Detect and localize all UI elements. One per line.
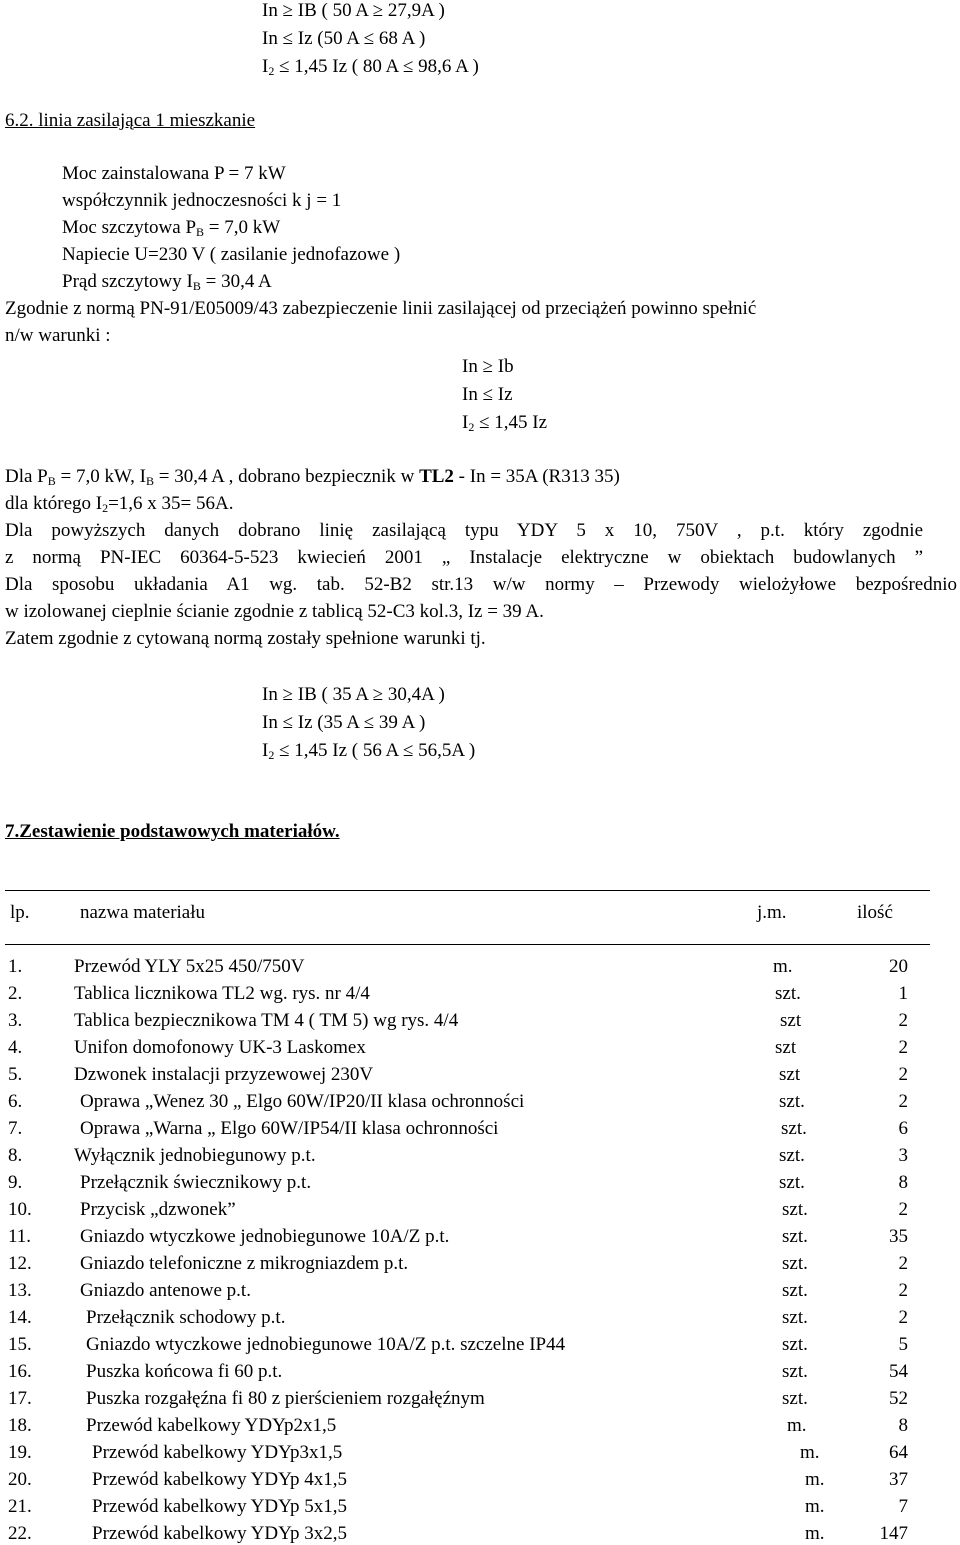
para-line-3: Dla sposobu układania A1 wg. tab. 52-B2 str.13 w/w normy – Przewody wielożyłowe bezpośrednio (5, 574, 957, 595)
row-qty: 52 (889, 1388, 908, 1409)
row-lp: 19. (8, 1442, 32, 1463)
row-qty: 54 (889, 1361, 908, 1382)
prad-szczytowy: Prąd szczytowy $I_B = 30,4$ A (62, 271, 272, 293)
row-qty: 7 (898, 1496, 908, 1517)
row-lp: 10. (8, 1199, 32, 1220)
top-condition-3: $I_2 \le 1,45$ Iz ( 80 A ≤ 98,6 A ) (262, 56, 479, 78)
row-name: Gniazdo wtyczkowe jednobiegunowe 10A/Z p.t. szczelne IP44 (86, 1334, 566, 1355)
row-lp: 14. (8, 1307, 32, 1328)
row-name: Oprawa „Warna „ Elgo 60W/IP54/II klasa ochronności (80, 1118, 499, 1139)
row-lp: 21. (8, 1496, 32, 1517)
para-line-5: Zatem zgodnie z cytowaną normą zostały spełnione warunki tj. (5, 628, 486, 649)
row-unit: szt. (782, 1253, 808, 1274)
row-lp: 1. (8, 956, 23, 977)
row-lp: 15. (8, 1334, 32, 1355)
row-lp: 4. (8, 1037, 23, 1058)
row-unit: szt. (782, 1226, 808, 1247)
row-name: Tablica licznikowa TL2 wg. rys. nr 4/4 (74, 983, 370, 1004)
row-lp: 6. (8, 1091, 23, 1112)
row-name: Gniazdo wtyczkowe jednobiegunowe 10A/Z p.t. (80, 1226, 450, 1247)
row-unit: szt (780, 1010, 802, 1031)
row-unit: m. (787, 1415, 807, 1436)
row-qty: 35 (889, 1226, 908, 1247)
row-qty: 20 (889, 956, 908, 977)
row-qty: 64 (889, 1442, 908, 1463)
row-qty: 8 (898, 1172, 908, 1193)
row-qty: 1 (898, 983, 908, 1004)
row-lp: 13. (8, 1280, 32, 1301)
row-lp: 18. (8, 1415, 32, 1436)
materials-title: 7.Zestawienie podstawowych materiałów. (5, 821, 340, 842)
row-lp: 16. (8, 1361, 32, 1382)
para-line-4: w izolowanej cieplnie ścianie zgodnie z tablicą 52-C3 kol.3, Iz = 39 A. (5, 601, 544, 622)
row-unit: szt. (782, 1361, 808, 1382)
row-unit: szt. (782, 1334, 808, 1355)
row-lp: 20. (8, 1469, 32, 1490)
row-qty: 2 (898, 1307, 908, 1328)
row-lp: 11. (8, 1226, 32, 1247)
row-unit: m. (805, 1496, 825, 1517)
dla-ktorego: dla którego $I_2=1,6$ x 35= 56A. (5, 493, 234, 515)
row-qty: 2 (898, 1280, 908, 1301)
warunek-2: In ≤ Iz (462, 384, 513, 405)
row-name: Przycisk „dzwonek” (80, 1199, 236, 1220)
top-condition-2: In ≤ Iz (50 A ≤ 68 A ) (262, 28, 426, 49)
row-lp: 5. (8, 1064, 23, 1085)
row-name: Tablica bezpiecznikowa TM 4 ( TM 5) wg rys. 4/4 (74, 1010, 459, 1031)
row-unit: m. (805, 1469, 825, 1490)
row-name: Dzwonek instalacji przyzewowej 230V (74, 1064, 374, 1085)
row-unit: szt. (782, 1307, 808, 1328)
norma-line-1: Zgodnie z normą PN-91/E05009/43 zabezpieczenie linii zasilającej od przeciążeń powinno spełnić (5, 298, 757, 319)
dla-line: Dla $P_B = 7,0$ kW, $I_B = 30,4$ A , dobrano bezpiecznik w TL2 - In = 35A (R313 35) (5, 466, 620, 488)
row-unit: szt (779, 1064, 801, 1085)
row-qty: 147 (879, 1523, 908, 1544)
row-name: Przewód kabelkowy YDYp2x1,5 (86, 1415, 337, 1436)
moc-zainstalowana: Moc zainstalowana P = 7 kW (62, 163, 286, 184)
row-name: Gniazdo telefoniczne z mikrogniazdem p.t. (80, 1253, 409, 1274)
row-unit: szt (775, 1037, 797, 1058)
header-unit: j.m. (757, 902, 787, 923)
row-lp: 22. (8, 1523, 32, 1544)
norma-line-2: n/w warunki : (5, 325, 111, 346)
row-name: Puszka końcowa fi 60 p.t. (86, 1361, 283, 1382)
para-line-1: Dla powyższych danych dobrano linię zasilającą typu YDY 5 x 10, 750V , p.t. który zgodnie (5, 520, 923, 541)
row-unit: m. (805, 1523, 825, 1544)
table-top-rule (5, 890, 930, 891)
warunek-3: $I_2 \le 1,45$ Iz (462, 412, 548, 434)
row-unit: szt. (782, 1388, 808, 1409)
warunek-1: In ≥ Ib (462, 356, 514, 377)
row-unit: szt. (782, 1280, 808, 1301)
row-qty: 2 (898, 1037, 908, 1058)
row-lp: 7. (8, 1118, 23, 1139)
header-qty: ilość (857, 902, 893, 923)
row-unit: m. (773, 956, 793, 977)
row-qty: 8 (898, 1415, 908, 1436)
napiecie: Napiecie U=230 V ( zasilanie jednofazowe ) (62, 244, 401, 265)
row-unit: szt. (779, 1145, 805, 1166)
row-qty: 2 (898, 1064, 908, 1085)
row-qty: 2 (898, 1199, 908, 1220)
row-name: Przewód kabelkowy YDYp3x1,5 (92, 1442, 343, 1463)
row-qty: 2 (898, 1091, 908, 1112)
row-name: Przełącznik świecznikowy p.t. (80, 1172, 312, 1193)
row-name: Przełącznik schodowy p.t. (86, 1307, 286, 1328)
row-name: Przewód YLY 5x25 450/750V (74, 956, 305, 977)
row-name: Unifon domofonowy UK-3 Laskomex (74, 1037, 366, 1058)
row-unit: m. (800, 1442, 820, 1463)
row-name: Przewód kabelkowy YDYp 4x1,5 (92, 1469, 348, 1490)
final-condition-2: In ≤ Iz (35 A ≤ 39 A ) (262, 712, 426, 733)
row-lp: 8. (8, 1145, 23, 1166)
header-lp: lp. (10, 902, 30, 923)
row-qty: 5 (898, 1334, 908, 1355)
row-qty: 2 (898, 1253, 908, 1274)
top-condition-1: In ≥ IB ( 50 A ≥ 27,9A ) (262, 0, 445, 21)
row-lp: 3. (8, 1010, 23, 1031)
row-name: Gniazdo antenowe p.t. (80, 1280, 251, 1301)
para-line-2: z normą PN-IEC 60364-5-523 kwiecień 2001 „ Instalacje elektryczne w obiektach budowlanych ” (5, 547, 923, 568)
row-lp: 2. (8, 983, 23, 1004)
row-unit: szt. (782, 1199, 808, 1220)
row-qty: 2 (898, 1010, 908, 1031)
row-qty: 37 (889, 1469, 908, 1490)
row-lp: 17. (8, 1388, 32, 1409)
section-title: 6.2. linia zasilająca 1 mieszkanie (5, 110, 256, 131)
final-condition-1: In ≥ IB ( 35 A ≥ 30,4A ) (262, 684, 445, 705)
row-name: Przewód kabelkowy YDYp 3x2,5 (92, 1523, 348, 1544)
moc-szczytowa: Moc szczytowa $P_B = 7,0$ kW (62, 217, 281, 239)
row-name: Oprawa „Wenez 30 „ Elgo 60W/IP20/II klasa ochronności (80, 1091, 525, 1112)
final-condition-3: $I_2 \le 1,45$ Iz ( 56 A ≤ 56,5A ) (262, 740, 476, 762)
row-unit: szt. (779, 1172, 805, 1193)
header-name: nazwa materiału (80, 902, 206, 923)
wspolczynnik: współczynnik jednoczesności k j = 1 (62, 190, 342, 211)
row-unit: szt. (781, 1118, 807, 1139)
row-unit: szt. (775, 983, 801, 1004)
row-name: Wyłącznik jednobiegunowy p.t. (74, 1145, 316, 1166)
row-qty: 3 (898, 1145, 908, 1166)
row-name: Przewód kabelkowy YDYp 5x1,5 (92, 1496, 348, 1517)
row-lp: 12. (8, 1253, 32, 1274)
row-unit: szt. (779, 1091, 805, 1112)
row-name: Puszka rozgałęźna fi 80 z pierścieniem rozgałęźnym (86, 1388, 485, 1409)
row-lp: 9. (8, 1172, 23, 1193)
table-header-rule (5, 944, 930, 945)
row-qty: 6 (898, 1118, 908, 1139)
